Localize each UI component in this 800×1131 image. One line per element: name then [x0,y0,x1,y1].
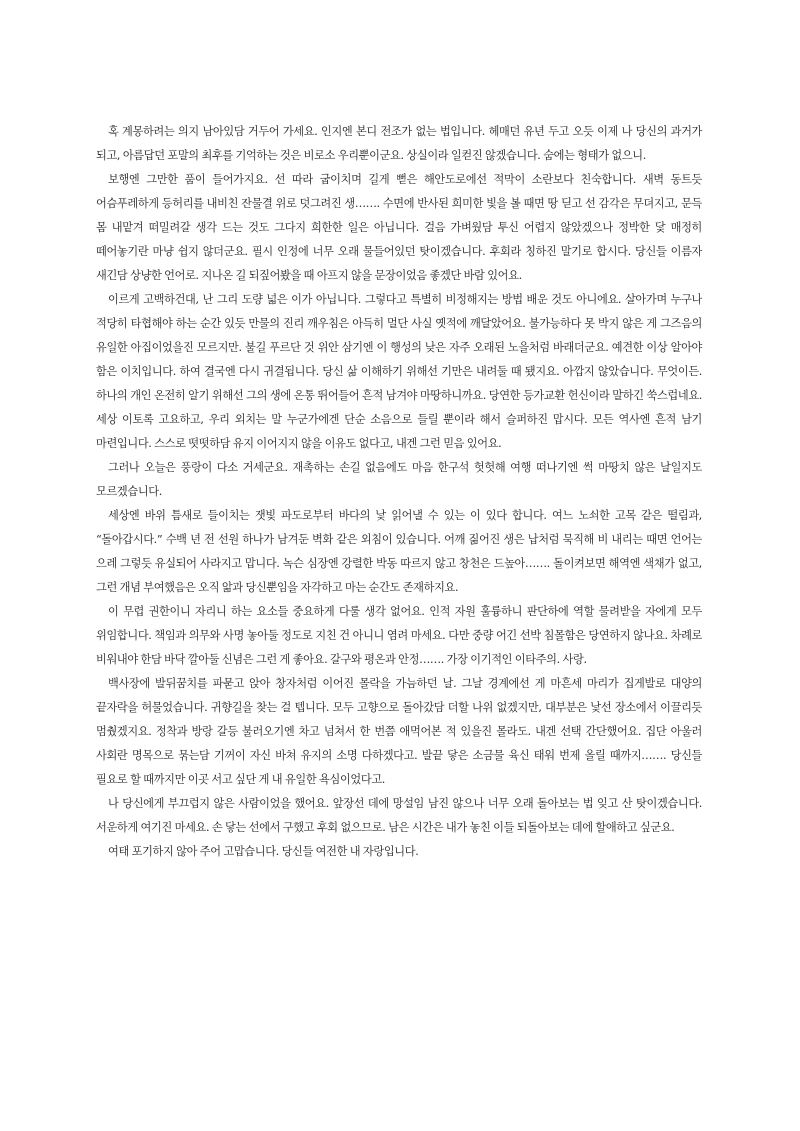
paragraph-8: 나 당신에게 부끄럽지 않은 사람이었을 했어요. 앞장선 데에 망설임 남진 않으나 너무 오래 돌아보는 법 잊고 산 탓이겠습니다. 서운하게 여기진 마세요. 손 닿는 선에서 구했고 후회 없으므로. 남은 시간은 내가 놓친 이들 되돌아보는 데에 할애하고 싶군요. [96,797,702,834]
paragraph-1: 혹 계몽하려는 의지 남아있담 거두어 가세요. 인지엔 본디 전조가 없는 법입니다. 헤매던 유년 두고 오듯 이제 나 당신의 과거가 되고, 아름답던 포말의 최후를 기억하는 것은 비로소 우리뿐이군요. 상실이라 일컫진 않겠습니다. 숨에는 형태가 없으니. [96,125,702,162]
paragraph-6: 이 무렵 권한이니 자리니 하는 요소들 중요하게 다룰 생각 없어요. 인적 자원 훌륭하니 판단하에 역할 물려받을 자에게 모두 위임합니다. 책임과 의무와 사명 놓아둘 정도로 지친 건 아니니 염려 마세요. 다만 중량 어긴 선박 침몰함은 당연하지 않나요. 차례로 비워내야 한담 바닥 깔아둘 신념은 그런 게 좋아요. 갈구와 평온과 안정……. 가장 이기적인 이타주의. 사랑. [96,605,702,666]
paragraph-2: 보행엔 그만한 품이 들어가지요. 선 따라 굽이치며 길게 뻗은 해안도로에선 적막이 소란보다 친숙합니다. 새벽 동트듯 어슴푸레하게 등허리를 내비친 잔물결 위로 덧그려진 생……. 수면에 반사된 희미한 빛을 볼 때면 땅 딛고 선 감각은 무뎌지고, 문득 몸 내맡겨 떠밀려갈 생각 드는 것도 그다지 희한한 일은 아닙니다. 걸음 가벼웠담 투신 어렵지 않았겠으나 정박한 닻 매정히 떼어놓기란 마냥 쉽지 않더군요. 필시 인정에 너무 오래 물들어있던 탓이겠습니다. 후회라 칭하진 말기로 합시다. 당신들 이름자 새긴담 상냥한 언어로. 지나온 길 되짚어봤을 때 아프지 않을 문장이었음 좋겠단 바람 있어요. [96,173,702,282]
paragraph-9: 여태 포기하지 않아 주어 고맙습니다. 당신들 여전한 내 자랑입니다. [108,845,419,858]
paragraph-3: 이르게 고백하건대, 난 그리 도량 넓은 이가 아닙니다. 그렇다고 특별히 비정해지는 방법 배운 것도 아니에요. 살아가며 누구나 적당히 타협해야 하는 순간 있듯 만물의 진리 깨우침은 아득히 멀단 사실 옛적에 깨달았어요. 불가능하다 못 박지 않은 게 그즈음의 유일한 아집이었을진 모르지만. 불길 푸르단 것 위안 삼기엔 이 행성의 낮은 자주 오래된 노을처럼 바래더군요. 예견한 이상 알아야 함은 이치입니다. 하여 결국엔 다시 귀결됩니다. 당신 삶 이해하기 위해선 기만은 내려둘 때 됐지요. 아깝지 않았습니다. 무엇이든. 하나의 개인 온전히 알기 위해선 그의 생에 온통 뛰어들어 흔적 남겨야 마땅하니까요. 당연한 등가교환 헌신이라 말하긴 쑥스럽네요. 세상 이토록 고요하고, 우리 외치는 말 누군가에겐 단순 소음으로 들릴 뿐이라 해서 슬퍼하진 맙시다. 모든 역사엔 흔적 남기 마련입니다. 스스로 떳떳하담 유지 이어지지 않을 이유도 없다고, 내겐 그런 믿음 있어요. [96,293,702,450]
paragraph-7: 백사장에 발뒤꿈치를 파묻고 앉아 창자처럼 이어진 몰락을 가늠하던 날. 그날 경계에선 게 마흔세 마리가 집게발로 대양의 끝자락을 허물었습니다. 귀향길을 찾는 걸 텝니다. 모두 고향으로 돌아갔담 더할 나위 없겠지만, 대부분은 낯선 장소에서 이끌리듯 멈췄겠지요. 정착과 방랑 갈등 불러오기엔 차고 넘쳐서 한 번쯤 애먹어본 적 있을진 몰라도. 내겐 선택 간단했어요. 집단 아울러 사회란 명목으로 묶는담 기꺼이 자신 바쳐 유지의 소명 다하겠다고. 발끝 닿은 소금물 육신 태워 번제 올릴 때까지……. 당신들 필요로 할 때까지만 이곳 서고 싶단 게 내 유일한 욕심이었다고. [96,677,702,786]
paragraph-4: 그러나 오늘은 풍랑이 다소 거세군요. 재촉하는 손길 없음에도 마음 한구석 헛헛해 여행 떠나기엔 썩 마땅치 않은 날일지도 모르겠습니다. [96,461,702,498]
document-body [96,120,702,864]
paragraph-5: 세상엔 바위 틈새로 들이치는 잿빛 파도로부터 바다의 낯 읽어낼 수 있는 이 있다 합니다. 여느 노쇠한 고목 같은 떨림과, “돌아갑시다.” 수백 년 전 선원 하나가 남겨둔 벽화 같은 외침이 있습니다. 어깨 짊어진 생은 납처럼 묵직해 비 내리는 때면 언어는 으레 그렇듯 유실되어 사라지고 맙니다. 녹슨 심장엔 강렬한 박동 따르지 않고 창천은 드높아……. 돌이켜보면 해역엔 색채가 없고, 그런 개념 부여했음은 오직 앎과 당신뿐임을 자각하고 마는 순간도 존재하지요. [96,509,702,594]
